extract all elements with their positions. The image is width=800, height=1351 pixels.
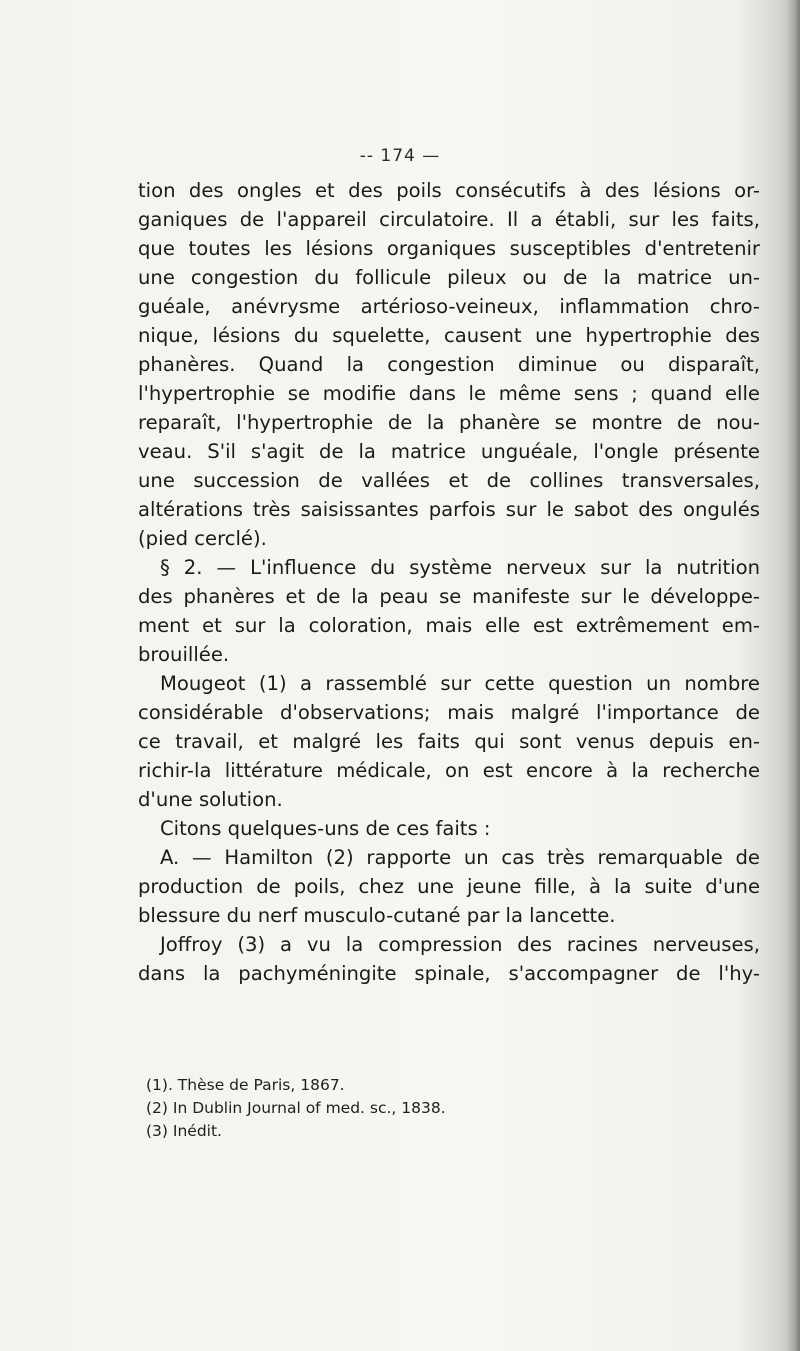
text-line: veau. S'il s'agit de la matrice unguéale, l'ongle présente — [138, 440, 760, 463]
body-text — [138, 176, 760, 988]
text-line: que toutes les lésions organiques susceptibles d'entretenir — [138, 237, 760, 260]
text-line: altérations très saisissantes parfois sur le sabot des ongulés — [138, 498, 760, 521]
text-line: une succession de vallées et de collines transversales, — [138, 469, 760, 492]
footnotes — [146, 1074, 706, 1143]
footnote: (3) Inédit. — [146, 1122, 222, 1140]
page-number: -- 174 — — [359, 146, 441, 166]
text-line: ce travail, et malgré les faits qui sont venus depuis en- — [138, 730, 760, 753]
text-line: (pied cerclé). — [138, 527, 267, 550]
text-line: l'hypertrophie se modifie dans le même sens ; quand elle — [138, 382, 760, 405]
text-line: blessure du nerf musculo-cutané par la lancette. — [138, 904, 616, 927]
text-line: dans la pachyméningite spinale, s'accompagner de l'hy- — [138, 962, 760, 985]
text-line: A. — Hamilton (2) rapporte un cas très remarquable de — [160, 846, 760, 869]
text-line: une congestion du follicule pileux ou de la matrice un- — [138, 266, 760, 289]
text-line: des phanères et de la peau se manifeste sur le développe- — [138, 585, 760, 608]
text-line: nique, lésions du squelette, causent une hypertrophie des — [138, 324, 760, 347]
text-line: Citons quelques-uns de ces faits : — [160, 817, 491, 840]
page-edge-shadow — [786, 0, 800, 1351]
text-line: d'une solution. — [138, 788, 283, 811]
text-line: phanères. Quand la congestion diminue ou disparaît, — [138, 353, 760, 376]
text-line: Joffroy (3) a vu la compression des racines nerveuses, — [160, 933, 760, 956]
text-line: guéale, anévrysme artérioso-veineux, inflammation chro- — [138, 295, 760, 318]
text-line: production de poils, chez une jeune fille, à la suite d'une — [138, 875, 760, 898]
footnote: (2) In Dublin Journal of med. sc., 1838. — [146, 1099, 446, 1117]
text-line: reparaît, l'hypertrophie de la phanère se montre de nou- — [138, 411, 760, 434]
text-line: tion des ongles et des poils consécutifs à des lésions or- — [138, 179, 760, 202]
text-line: Mougeot (1) a rassemblé sur cette question un nombre — [160, 672, 760, 695]
section-heading-line: § 2. — L'influence du système nerveux sur la nutrition — [160, 556, 760, 579]
text-line: considérable d'observations; mais malgré l'importance de — [138, 701, 760, 724]
text-line: ment et sur la coloration, mais elle est extrêmement em- — [138, 614, 760, 637]
text-line: richir-la littérature médicale, on est encore à la recherche — [138, 759, 760, 782]
text-line: brouillée. — [138, 643, 230, 666]
footnote: (1). Thèse de Paris, 1867. — [146, 1076, 345, 1094]
text-line: ganiques de l'appareil circulatoire. Il a établi, sur les faits, — [138, 208, 760, 231]
